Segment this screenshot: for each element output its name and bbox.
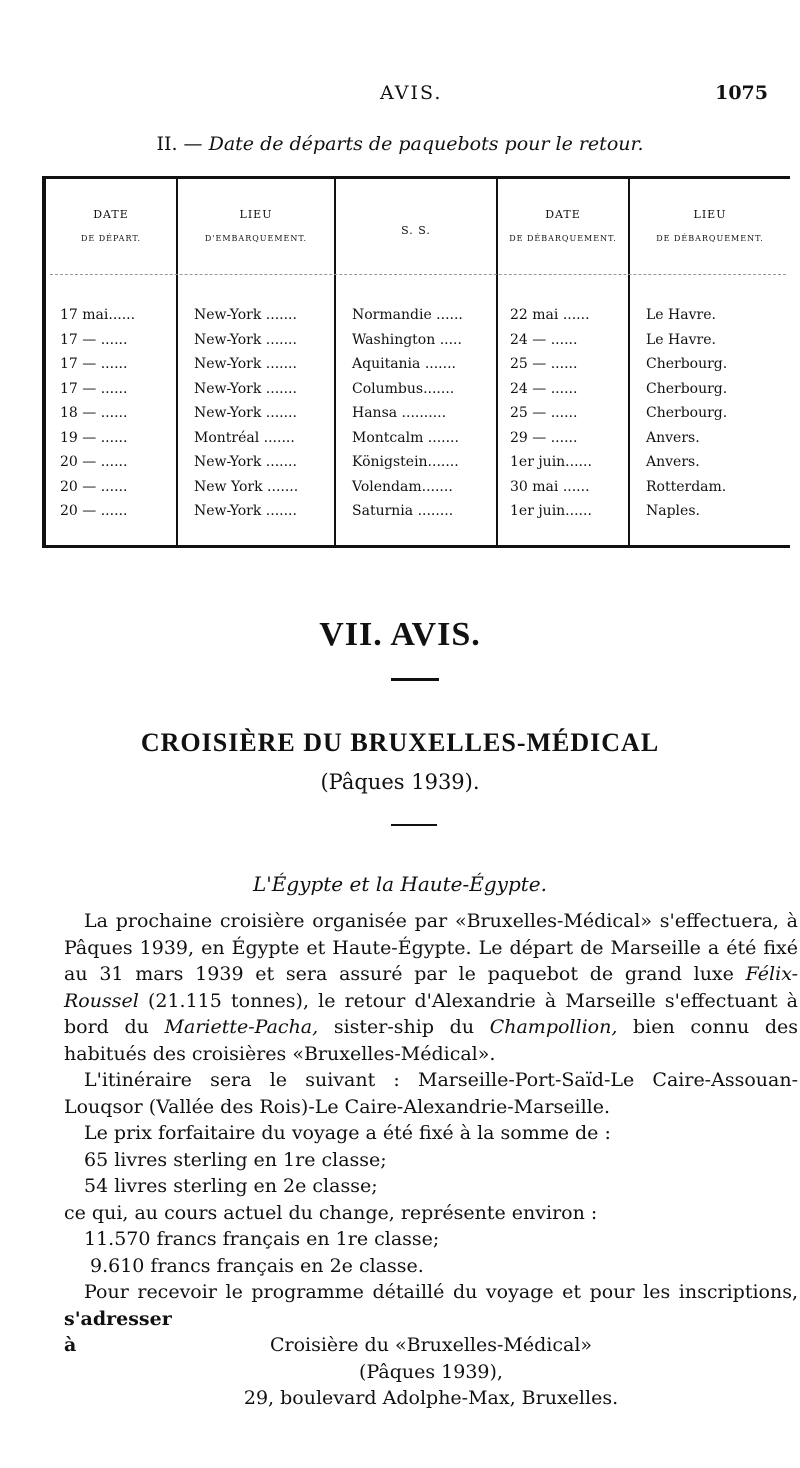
running-head: [0, 82, 800, 112]
cell-departure-date: 18 — ......: [60, 405, 128, 421]
cell-debark-place: Rotterdam.: [646, 478, 727, 495]
cell-debark-place: Le Havre.: [646, 307, 716, 323]
cruise-subtitle: (Pâques 1939).: [320, 770, 480, 794]
cell-ship: Columbus.......: [352, 380, 455, 397]
header-subtitle: DE DÉBARQUEMENT.: [509, 234, 617, 243]
cell-ship: Volendam.......: [352, 478, 453, 495]
table-row: [46, 503, 790, 527]
cell-ship: Washington .....: [352, 331, 462, 348]
cell-arrival-date: 29 — ......: [510, 429, 578, 446]
header-title: DATE: [93, 208, 129, 221]
running-title: AVIS.: [380, 82, 443, 104]
cell-embark-place: New-York .......: [194, 454, 297, 470]
address-line: Croisière du «Bruxelles-Médical»: [269, 1334, 593, 1356]
cell-arrival-date: 1er juin......: [510, 503, 592, 519]
header-separator: [50, 274, 786, 275]
cell-arrival-date: 1er juin......: [510, 454, 592, 470]
cell-embark-place: Montréal .......: [194, 429, 295, 446]
section-title: VII. AVIS.: [319, 616, 481, 653]
table-heading-number: II. —: [156, 133, 203, 155]
contact-address-block: [64, 1332, 798, 1359]
text-run: (21.115 tonnes), le retour d'Alexandrie à Marseille s'effectuant à bord du: [64, 989, 798, 1038]
francs-first-class: 11.570 francs français en 1re classe;: [84, 1228, 440, 1250]
table-row: [46, 430, 790, 454]
cell-ship: Saturnia ........: [352, 503, 454, 519]
ship-name: Félix-Roussel: [64, 963, 798, 1012]
cell-embark-place: New-York .......: [194, 331, 297, 348]
table-row: [46, 454, 790, 478]
cell-arrival-date: 25 — ......: [510, 405, 578, 421]
cell-embark-place: New-York .......: [194, 405, 297, 421]
table-row: [46, 405, 790, 429]
table-row: [46, 332, 790, 356]
header-title: S. S.: [401, 224, 431, 237]
header-embark-place: [178, 203, 334, 251]
table-row: [46, 356, 790, 380]
article-subtitle: L'Égypte et la Haute-Égypte.: [252, 872, 548, 896]
header-subtitle: D'EMBARQUEMENT.: [204, 234, 308, 243]
header-title: LIEU: [239, 208, 273, 221]
header-title: DATE: [545, 208, 581, 221]
page-number: 1075: [715, 82, 768, 104]
cell-arrival-date: 25 — ......: [510, 356, 578, 372]
cell-debark-place: Le Havre.: [646, 331, 716, 348]
table-row: [46, 479, 790, 503]
cell-departure-date: 17 — ......: [60, 380, 128, 397]
cell-embark-place: New-York .......: [194, 356, 297, 372]
paragraph-exchange: ce qui, au cours actuel du change, représente environ :: [64, 1201, 598, 1224]
price-first-class: 65 livres sterling en 1re classe;: [84, 1148, 387, 1171]
cell-arrival-date: 22 mai ......: [510, 307, 590, 323]
ship-name: Champollion,: [489, 1016, 618, 1038]
text-run: s'adresser: [64, 1307, 172, 1330]
cell-departure-date: 20 — ......: [60, 503, 128, 519]
cell-arrival-date: 30 mai ......: [510, 478, 590, 495]
divider-rule: [391, 678, 439, 681]
ship-name: Mariette-Pacha,: [164, 1016, 319, 1038]
cell-debark-place: Anvers.: [646, 429, 700, 446]
cell-arrival-date: 24 — ......: [510, 380, 578, 397]
cell-departure-date: 19 — ......: [60, 429, 128, 446]
text-run: Pour recevoir le programme détaillé du voyage et pour les inscriptions,: [84, 1281, 798, 1303]
header-debark-place: [630, 203, 790, 251]
cell-ship: Normandie ......: [352, 307, 463, 323]
francs-second-class: 9.610 francs français en 2e classe.: [90, 1254, 424, 1277]
cell-ship: Hansa ..........: [352, 405, 447, 421]
cell-embark-place: New York .......: [194, 478, 299, 495]
cell-debark-place: Cherbourg.: [646, 405, 728, 421]
cell-arrival-date: 24 — ......: [510, 331, 578, 348]
text-run: bien connu des habitués des croisières «Bruxelles-Médical».: [64, 1016, 798, 1065]
cell-departure-date: 17 — ......: [60, 331, 128, 348]
cell-debark-place: Anvers.: [646, 454, 700, 470]
paragraph-price: Le prix forfaitaire du voyage a été fixé à la somme de :: [84, 1122, 611, 1144]
cell-ship: Montcalm .......: [352, 429, 459, 446]
address-line: 29, boulevard Adolphe-Max, Bruxelles.: [243, 1387, 619, 1409]
table-heading-text: Date de départs de paquebots pour le retour.: [208, 133, 644, 155]
table-row: [46, 307, 790, 331]
header-subtitle: DE DÉPART.: [80, 234, 142, 243]
cell-ship: Königstein.......: [352, 454, 459, 470]
header-ship: [336, 219, 496, 243]
cell-embark-place: New-York .......: [194, 380, 297, 397]
article-body: [64, 908, 798, 1412]
cell-departure-date: 20 — ......: [60, 454, 128, 470]
paragraph-contact: [64, 1279, 798, 1332]
paragraph-itinerary: L'itinéraire sera le suivant : Marseille-Port-Saïd-Le Caire-Assouan-Louqsor (Vallée des Rois)-Le Caire-Alexandrie-Marseille.: [64, 1069, 798, 1118]
address-line: (Pâques 1939),: [359, 1360, 503, 1383]
cell-ship: Aquitania .......: [352, 356, 456, 372]
header-subtitle: DE DÉBARQUEMENT.: [656, 234, 764, 243]
cell-embark-place: New-York .......: [194, 307, 297, 323]
cell-departure-date: 17 — ......: [60, 356, 128, 372]
cell-embark-place: New-York .......: [194, 503, 297, 519]
header-title: LIEU: [693, 208, 727, 221]
cell-departure-date: 17 mai......: [60, 307, 136, 323]
header-date-departure: [46, 203, 176, 251]
text-run: à: [64, 1334, 77, 1356]
table-heading: [0, 133, 800, 155]
table-row: [46, 381, 790, 405]
cruise-title: CROISIÈRE DU BRUXELLES-MÉDICAL: [140, 728, 660, 757]
cell-debark-place: Cherbourg.: [646, 380, 728, 397]
text-run: La prochaine croisière organisée par «Bruxelles-Médical» s'effectuera, à Pâques 1939, en Égypte et Haute-Égypte. Le départ de Marseille a été fixé au 31 mars 1939 et sera assuré par le paquebot de grand luxe: [64, 910, 798, 985]
cell-debark-place: Naples.: [646, 503, 700, 519]
header-date-arrival: [498, 203, 628, 251]
divider-rule: [391, 824, 437, 826]
paragraph-announcement: [64, 908, 798, 1067]
cell-departure-date: 20 — ......: [60, 478, 128, 495]
price-second-class: 54 livres sterling en 2e classe;: [84, 1175, 378, 1197]
text-run: sister-ship du: [318, 1016, 490, 1038]
cell-debark-place: Cherbourg.: [646, 356, 728, 372]
departures-table: [42, 176, 790, 548]
